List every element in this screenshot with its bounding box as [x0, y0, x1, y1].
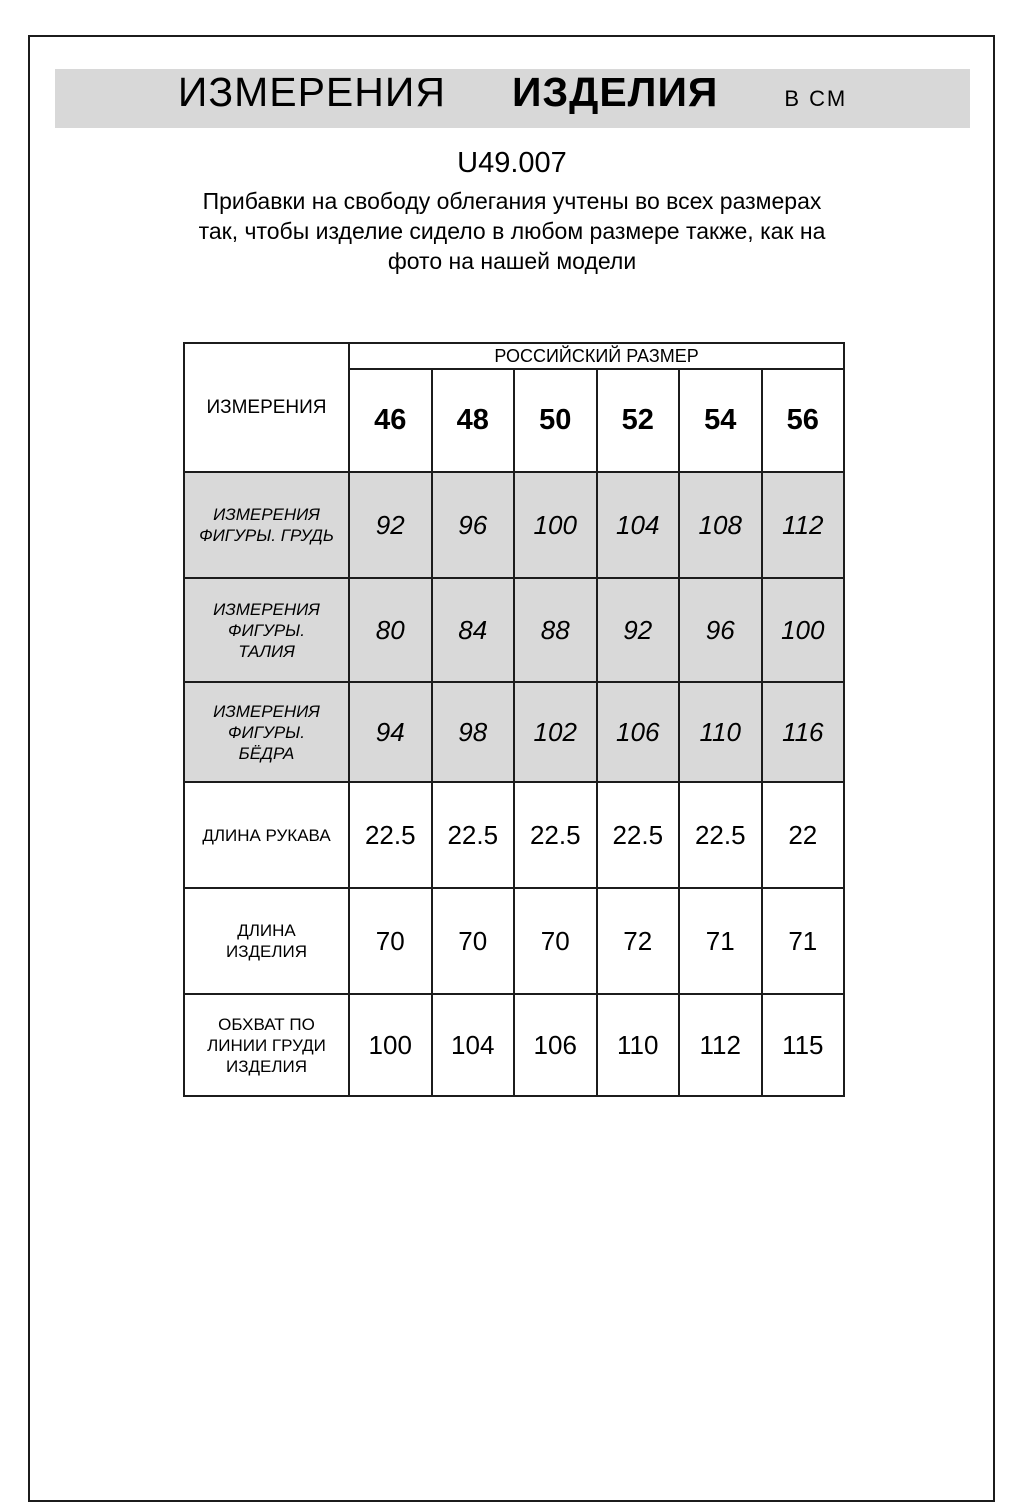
row-label: ДЛИНА РУКАВА — [184, 782, 349, 888]
size-value-cell: 72 — [597, 888, 680, 994]
description-line: фото на нашей модели — [387, 248, 637, 274]
title-product: ИЗДЕЛИЯ — [511, 69, 719, 115]
size-value-cell: 88 — [514, 578, 597, 682]
size-value-cell: 22 — [762, 782, 845, 888]
product-code: U49.007 — [457, 147, 567, 179]
size-table — [183, 342, 845, 1097]
table-row-sleeve-length — [184, 782, 844, 888]
size-value-cell: 70 — [514, 888, 597, 994]
size-value-cell: 100 — [762, 578, 845, 682]
size-value-cell: 22.5 — [597, 782, 680, 888]
title-unit-cm: В СМ — [784, 86, 848, 111]
description-line: Прибавки на свободу облегания учтены во всех размерах — [202, 188, 822, 214]
table-corner-header: ИЗМЕРЕНИЯ — [184, 343, 349, 472]
table-row-garment-length — [184, 888, 844, 994]
size-value-cell: 22.5 — [679, 782, 762, 888]
size-value-cell: 110 — [597, 994, 680, 1096]
size-value-cell: 100 — [514, 472, 597, 578]
size-value-cell: 98 — [432, 682, 515, 782]
size-column-header: 56 — [762, 369, 845, 472]
table-row-hips — [184, 682, 844, 782]
size-value-cell: 106 — [514, 994, 597, 1096]
size-value-cell: 100 — [349, 994, 432, 1096]
title-band — [55, 69, 970, 128]
size-value-cell: 22.5 — [432, 782, 515, 888]
row-label: ИЗМЕРЕНИЯ ФИГУРЫ. БЁДРА — [184, 682, 349, 782]
row-label: ДЛИНА ИЗДЕЛИЯ — [184, 888, 349, 994]
size-value-cell: 104 — [597, 472, 680, 578]
size-value-cell: 70 — [432, 888, 515, 994]
table-row-waist — [184, 578, 844, 682]
size-value-cell: 71 — [762, 888, 845, 994]
size-column-header: 46 — [349, 369, 432, 472]
size-value-cell: 84 — [432, 578, 515, 682]
size-column-header: 48 — [432, 369, 515, 472]
size-value-cell: 108 — [679, 472, 762, 578]
title-measurements: ИЗМЕРЕНИЯ — [177, 69, 446, 115]
size-column-header: 54 — [679, 369, 762, 472]
size-column-header: 52 — [597, 369, 680, 472]
size-value-cell: 71 — [679, 888, 762, 994]
description-line: так, чтобы изделие сидело в любом размере также, как на — [198, 218, 826, 244]
size-value-cell: 110 — [679, 682, 762, 782]
size-value-cell: 116 — [762, 682, 845, 782]
size-value-cell: 115 — [762, 994, 845, 1096]
size-value-cell: 96 — [432, 472, 515, 578]
row-label: ИЗМЕРЕНИЯ ФИГУРЫ. ГРУДЬ — [184, 472, 349, 578]
description — [0, 186, 1024, 276]
size-value-cell: 92 — [597, 578, 680, 682]
size-value-cell: 80 — [349, 578, 432, 682]
size-value-cell: 112 — [679, 994, 762, 1096]
size-column-header: 50 — [514, 369, 597, 472]
size-value-cell: 106 — [597, 682, 680, 782]
size-value-cell: 112 — [762, 472, 845, 578]
row-label: ОБХВАТ ПО ЛИНИИ ГРУДИ ИЗДЕЛИЯ — [184, 994, 349, 1096]
table-row-chest-girth — [184, 994, 844, 1096]
row-label: ИЗМЕРЕНИЯ ФИГУРЫ. ТАЛИЯ — [184, 578, 349, 682]
size-value-cell: 92 — [349, 472, 432, 578]
size-value-cell: 94 — [349, 682, 432, 782]
table-row-chest — [184, 472, 844, 578]
size-value-cell: 102 — [514, 682, 597, 782]
size-value-cell: 22.5 — [349, 782, 432, 888]
size-value-cell: 70 — [349, 888, 432, 994]
size-value-cell: 96 — [679, 578, 762, 682]
size-value-cell: 104 — [432, 994, 515, 1096]
table-group-row — [184, 343, 844, 369]
size-value-cell: 22.5 — [514, 782, 597, 888]
table-group-header: РОССИЙСКИЙ РАЗМЕР — [349, 343, 844, 369]
